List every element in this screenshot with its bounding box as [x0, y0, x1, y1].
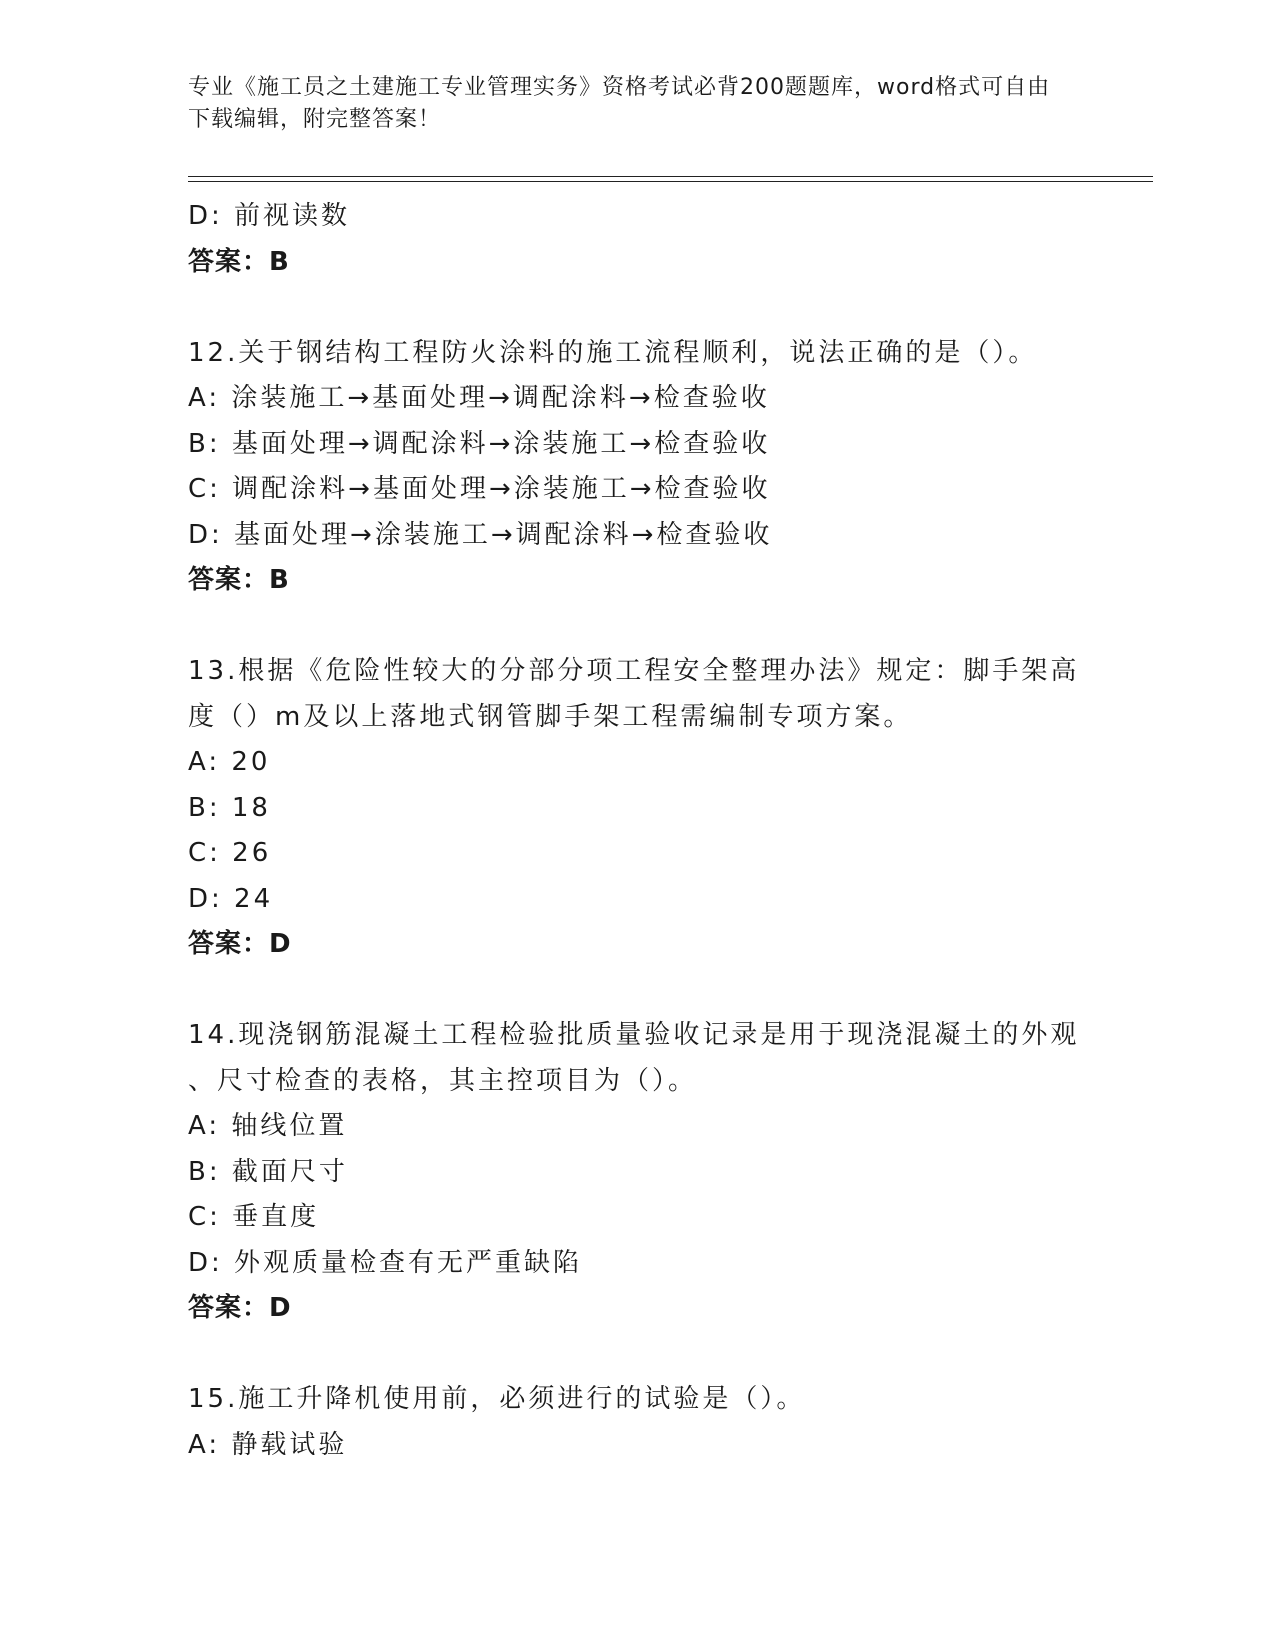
option-b: B: 基面处理→调配涂料→涂装施工→检查验收	[188, 428, 771, 459]
question-stem-line-2: 、尺寸检查的表格，其主控项目为（）。	[188, 1065, 698, 1096]
option-a: A: 20	[188, 747, 271, 777]
question-stem-line-2: 度（）m及以上落地式钢管脚手架工程需编制专项方案。	[188, 701, 913, 732]
answer: 答案：D	[188, 1293, 292, 1323]
option-b: B: 截面尺寸	[188, 1156, 348, 1187]
question-stem-line-1: 13.根据《危险性较大的分部分项工程安全整理办法》规定：脚手架高	[188, 656, 1080, 686]
option-a: A: 静载试验	[188, 1429, 348, 1460]
document-header: 专业《施工员之土建施工专业管理实务》资格考试必背200题题库，word格式可自由下载编辑，附完整答案！	[188, 75, 1051, 132]
question-14	[188, 1013, 1148, 1332]
option-c: C: 26	[188, 838, 272, 868]
question-13	[188, 649, 1148, 968]
option-a: A: 轴线位置	[188, 1111, 348, 1141]
option-a: A: 涂装施工→基面处理→调配涂料→检查验收	[188, 383, 770, 413]
option-d: D: 基面处理→涂装施工→调配涂料→检查验收	[188, 519, 773, 550]
prev-option-d: D: 前视读数	[188, 201, 351, 231]
question-15	[188, 1377, 1148, 1468]
answer: 答案：B	[188, 565, 290, 595]
option-c: C: 调配涂料→基面处理→涂装施工→检查验收	[188, 474, 771, 504]
prev-answer: 答案：B	[188, 246, 290, 277]
option-d: D: 24	[188, 883, 274, 914]
document-page	[188, 72, 1148, 1468]
question-stem-line-1: 14.现浇钢筋混凝土工程检验批质量验收记录是用于现浇混凝土的外观	[188, 1020, 1080, 1050]
option-c: C: 垂直度	[188, 1202, 320, 1232]
question-stem: 15.施工升降机使用前，必须进行的试验是（）。	[188, 1384, 806, 1414]
question-12	[188, 331, 1148, 604]
question-content	[188, 194, 1148, 1468]
header-divider	[188, 176, 1153, 182]
answer: 答案：D	[188, 929, 292, 959]
option-d: D: 外观质量检查有无严重缺陷	[188, 1247, 583, 1278]
option-b: B: 18	[188, 792, 271, 823]
question-stem: 12.关于钢结构工程防火涂料的施工流程顺利，说法正确的是（）。	[188, 337, 1038, 368]
